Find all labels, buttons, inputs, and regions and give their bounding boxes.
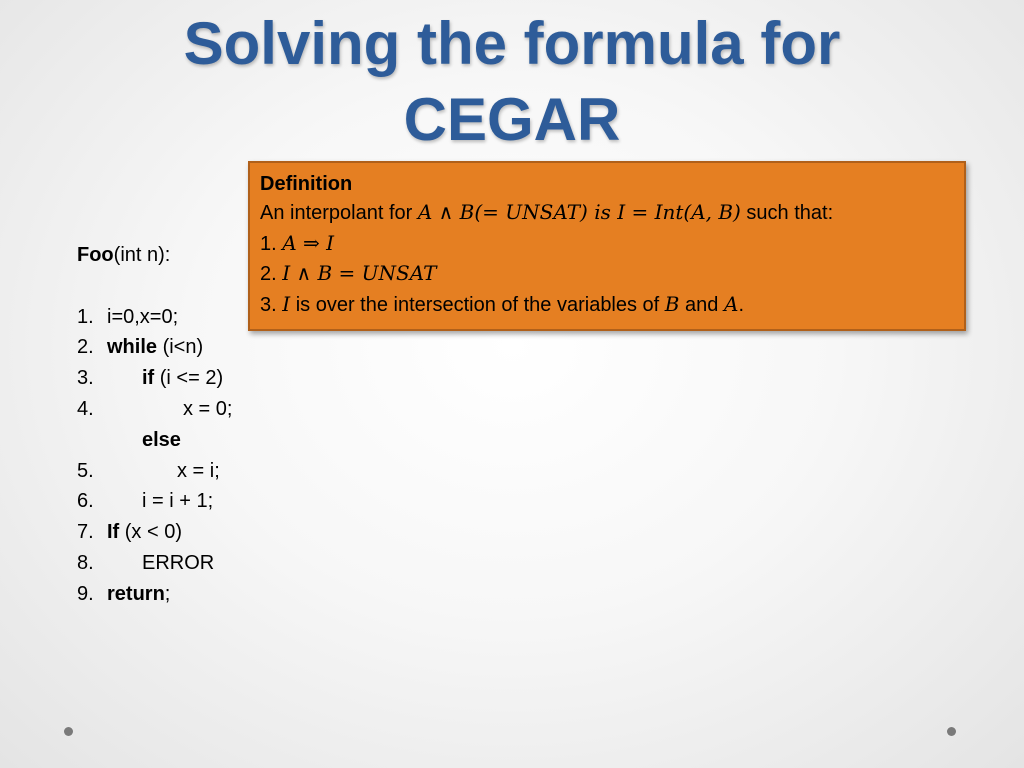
- slide-title-line-1: Solving the formula for: [183, 10, 841, 77]
- code-text: (i <= 2): [154, 367, 224, 390]
- line-number: 7.: [77, 521, 94, 544]
- definition-item-3-number: 3.: [260, 293, 283, 316]
- code-line-8: [77, 548, 215, 579]
- line-number: 6.: [77, 490, 94, 513]
- definition-item-3-math-b: B: [664, 291, 680, 316]
- corner-dot-right: [947, 727, 956, 736]
- code-line-5: [77, 456, 220, 487]
- line-number: 1.: [77, 305, 94, 328]
- code-text: i=0,x=0;: [107, 305, 179, 328]
- slide-title: [0, 6, 1024, 158]
- function-args: (int n):: [113, 244, 171, 266]
- code-keyword: If: [107, 521, 120, 544]
- code-text: x = 0;: [183, 397, 233, 420]
- line-number: 5.: [77, 459, 94, 482]
- definition-item-1-math: A ⇒ I: [282, 230, 335, 255]
- definition-item-3-math-a: A: [723, 291, 739, 316]
- code-line-else: [77, 425, 181, 456]
- code-keyword: while: [107, 336, 158, 359]
- line-number: 4.: [77, 397, 94, 420]
- code-line-7: [77, 517, 183, 548]
- code-line-9: [77, 579, 170, 610]
- definition-statement: [260, 197, 954, 228]
- code-keyword: else: [142, 428, 181, 451]
- definition-item-3-text: is over the intersection of the variables of: [290, 293, 665, 316]
- code-text: i = i + 1;: [142, 490, 214, 513]
- pseudocode-listing: [77, 240, 233, 610]
- code-text: ERROR: [142, 551, 215, 574]
- blank-line: [77, 271, 170, 302]
- code-text: (x < 0): [119, 521, 183, 544]
- definition-item-1-number: 1.: [260, 232, 283, 255]
- definition-statement-suffix: such that:: [740, 202, 834, 224]
- function-signature: [77, 240, 170, 271]
- definition-statement-math: A ∧ B(= UNSAT) is I = Int(A, B): [417, 200, 741, 224]
- definition-heading: Definition: [260, 173, 353, 195]
- code-text: (i<n): [157, 336, 204, 359]
- definition-item-2-math: I ∧ B = UNSAT: [282, 261, 437, 285]
- definition-item-1: [260, 228, 954, 259]
- definition-item-2-number: 2.: [260, 263, 283, 285]
- definition-box: [248, 161, 966, 331]
- slide-title-line-2: CEGAR: [403, 86, 621, 153]
- code-line-2: [77, 332, 204, 363]
- line-number: 8.: [77, 551, 94, 574]
- definition-item-3: [260, 289, 954, 320]
- definition-item-3-end: .: [738, 293, 744, 316]
- code-line-6: [77, 486, 214, 517]
- code-keyword: if: [142, 367, 155, 390]
- line-number: 9.: [77, 582, 94, 605]
- definition-item-3-and: and: [679, 293, 724, 316]
- code-line-4: [77, 394, 233, 425]
- definition-item-2: [260, 258, 954, 289]
- function-name: Foo: [77, 244, 114, 266]
- definition-statement-prefix: An interpolant for: [260, 202, 418, 224]
- definition-item-3-math-i: I: [282, 291, 291, 316]
- code-line-3: [77, 363, 224, 394]
- code-text: ;: [164, 582, 171, 605]
- line-number: 2.: [77, 336, 94, 359]
- line-number: 3.: [77, 367, 94, 390]
- code-keyword: return: [107, 582, 165, 605]
- code-text: x = i;: [177, 459, 220, 482]
- corner-dot-left: [64, 727, 73, 736]
- code-line-1: [77, 302, 179, 333]
